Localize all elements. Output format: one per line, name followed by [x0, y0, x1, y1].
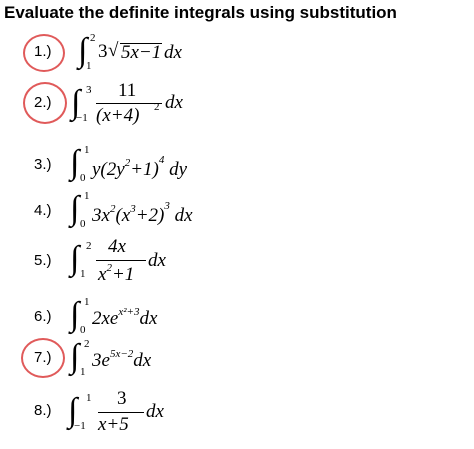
- denominator: x+5: [98, 414, 129, 435]
- integrand: [92, 154, 187, 181]
- radicand: 5x−1: [121, 42, 162, 63]
- page-title: Evaluate the definite integrals using substitution: [4, 3, 397, 22]
- integrand: [92, 348, 151, 372]
- upper-limit: 3: [86, 84, 92, 96]
- exponent: 2: [109, 203, 116, 215]
- numerator: 4x: [108, 236, 126, 257]
- differential: dx: [139, 308, 158, 329]
- problem-4: [0, 190, 474, 232]
- upper-limit: 1: [84, 190, 90, 202]
- integrand: [92, 200, 193, 227]
- differential: dx: [165, 92, 183, 113]
- problem-8-label: 8.): [34, 402, 52, 419]
- upper-limit: 1: [84, 144, 90, 156]
- upper-limit: 2: [84, 338, 90, 350]
- differential: dy: [169, 159, 188, 180]
- denominator-exponent: 2: [154, 101, 160, 113]
- upper-limit: 1: [86, 392, 92, 404]
- problem-1-label: 1.): [34, 43, 52, 60]
- integrand-part: y(2y: [92, 159, 125, 180]
- denominator-base: x: [98, 264, 107, 285]
- lower-limit: 0: [80, 324, 86, 336]
- problem-4-label: 4.): [34, 202, 52, 219]
- problem-5: [0, 236, 474, 286]
- problem-3-label: 3.): [34, 156, 52, 173]
- differential: dx: [146, 401, 164, 422]
- integral-sign: ∫: [70, 296, 80, 333]
- upper-limit: 1: [84, 296, 90, 308]
- integrand-part: (x: [115, 205, 131, 226]
- exponent: 4: [158, 154, 165, 166]
- lower-limit: 1: [80, 268, 86, 280]
- exponent: 5x−2: [109, 348, 134, 360]
- problem-3: [0, 144, 474, 186]
- integral-sign: ∫: [70, 338, 80, 375]
- problem-7-label: 7.): [34, 349, 52, 366]
- integrand-part: 3x: [92, 205, 110, 226]
- integrand-part: 2xe: [92, 308, 119, 329]
- exponent: 3: [130, 203, 136, 215]
- lower-limit: −1: [74, 420, 86, 432]
- radical-sign: √: [108, 40, 119, 61]
- integral-sign: ∫: [78, 32, 88, 69]
- integrand-part: +1): [130, 159, 159, 180]
- exponent: 3: [164, 200, 170, 212]
- problem-2: [0, 80, 474, 132]
- problem-6: [0, 296, 474, 336]
- differential: dx: [174, 205, 193, 226]
- differential: dx: [133, 350, 152, 371]
- lower-limit: 1: [80, 366, 86, 378]
- integral-sign: ∫: [71, 84, 81, 121]
- integral-sign: ∫: [70, 144, 80, 181]
- coefficient: 3: [98, 41, 108, 62]
- lower-limit: 0: [80, 172, 86, 184]
- integrand: [92, 306, 157, 330]
- problem-1: [0, 32, 474, 78]
- exponent: 2: [106, 262, 112, 274]
- numerator: 11: [118, 80, 137, 101]
- upper-limit: 2: [86, 240, 92, 252]
- integral-sign: ∫: [70, 240, 80, 277]
- differential: dx: [164, 42, 182, 63]
- exponent: x²+3: [118, 306, 140, 318]
- integral-sign: ∫: [68, 392, 78, 429]
- lower-limit: 0: [80, 218, 86, 230]
- integrand-part: 3e: [92, 350, 110, 371]
- problem-6-label: 6.): [34, 308, 52, 325]
- denominator: (x+4): [96, 105, 140, 126]
- lower-limit: 1: [86, 60, 92, 72]
- problem-7: [0, 336, 474, 382]
- denominator: [98, 262, 134, 286]
- integrand-part: +2): [135, 205, 165, 226]
- problem-5-label: 5.): [34, 252, 52, 269]
- numerator: 3: [117, 388, 127, 409]
- exponent: 2: [124, 157, 131, 169]
- upper-limit: 2: [90, 32, 96, 44]
- problem-8: [0, 388, 474, 440]
- differential: dx: [148, 250, 166, 271]
- lower-limit: −1: [76, 112, 88, 124]
- problem-2-label: 2.): [34, 94, 52, 111]
- denominator-rest: +1: [111, 264, 135, 285]
- integral-sign: ∫: [70, 190, 80, 227]
